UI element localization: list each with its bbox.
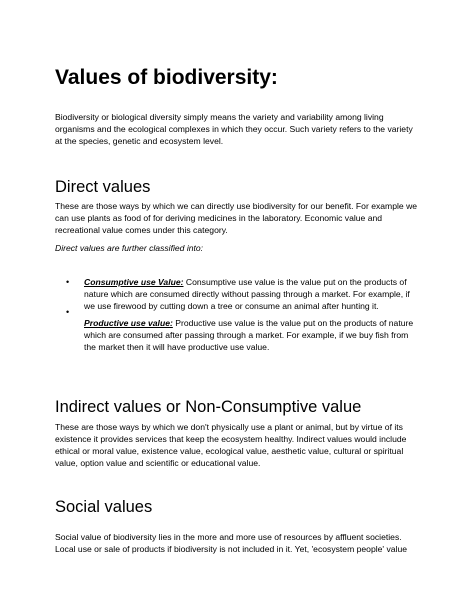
bullet-line: which are consumed after passing through a market. For example, if we buy fish from xyxy=(84,329,409,340)
bullet-first-line xyxy=(84,318,434,330)
indirect-values-paragraph xyxy=(55,422,427,470)
paragraph-line: recreational value comes under this category. xyxy=(55,224,228,235)
bullet-term: Productive use value: xyxy=(84,318,173,328)
bullet-line: we use firewood by cutting down a tree or consume an animal after hunting it. xyxy=(84,300,379,311)
paragraph-line: Social value of biodiversity lies in the more and more use of resources by affluent societies. xyxy=(55,532,402,542)
paragraph-line: These are those ways by which we can directly use biodiversity for our benefit. For example we xyxy=(55,201,418,211)
bullet-text: Productive use value is the value put on the products of nature xyxy=(172,318,414,328)
bullet-first-line xyxy=(84,277,434,289)
paragraph-line: Local use or sale of products if biodiversity is not included in it. Yet, 'ecosystem people' value xyxy=(55,543,408,554)
direct-values-heading: Direct values xyxy=(55,178,151,196)
bullet-item-productive xyxy=(84,318,434,354)
bullet-line: nature which are consumed directly without passing through a market. For example, if xyxy=(84,288,410,299)
note-text: Direct values are further classified into: xyxy=(55,243,204,253)
paragraph-line: value, option value and scientific or educational value. xyxy=(55,457,261,468)
bullet-icon: • xyxy=(66,277,70,287)
paragraph-line: existence it provides services that keep the ecosystem healthy. Indirect values would include xyxy=(55,433,407,444)
bullet-text: Consumptive use value is the value put on the products of xyxy=(183,277,407,287)
classification-note xyxy=(55,243,427,255)
direct-values-paragraph xyxy=(55,201,427,237)
paragraph-line: ethical or moral value, existence value, ecological value, aesthetic value, cultural or spiritual xyxy=(55,445,404,456)
paragraph-line: Biodiversity or biological diversity simply means the variety and variability among living xyxy=(55,112,384,122)
paragraph-line: at the species, genetic and ecosystem level. xyxy=(55,135,224,146)
paragraph-line: can use plants as food of for deriving medicines in the laboratory. Economic value and xyxy=(55,212,383,223)
bullet-line: the market then it will have productive use value. xyxy=(84,341,270,352)
bullet-item-consumptive xyxy=(84,277,434,313)
intro-paragraph xyxy=(55,112,427,148)
social-values-heading: Social values xyxy=(55,498,153,516)
page-title: Values of biodiversity: xyxy=(55,66,278,89)
indirect-values-heading: Indirect values or Non-Consumptive value xyxy=(55,398,362,416)
bullet-term: Consumptive use Value: xyxy=(84,277,184,287)
paragraph-line: organisms and the ecological complexes in which they occur. Such variety refers to the variety xyxy=(55,123,413,134)
paragraph-line: These are those ways by which we don't physically use a plant or animal, but by virtue of its xyxy=(55,422,403,432)
bullet-icon: • xyxy=(66,307,70,317)
social-values-paragraph xyxy=(55,532,427,556)
